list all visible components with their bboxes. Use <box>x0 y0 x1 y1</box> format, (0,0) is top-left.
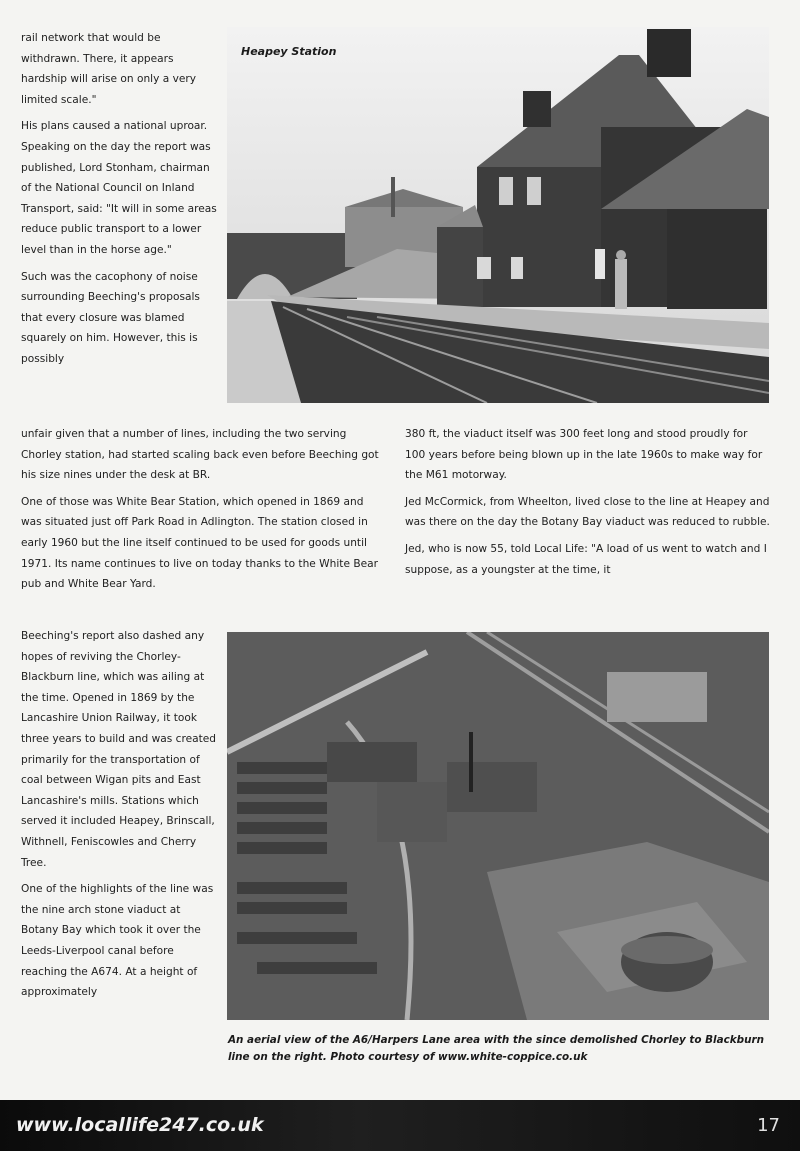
station-illustration <box>227 27 769 403</box>
article-column-left-top <box>21 28 219 370</box>
paragraph: 380 ft, the viaduct itself was 300 feet long and stood proudly for 100 years before being blown up in the late 1960s to make way for the M61 motorway. <box>405 428 763 482</box>
paragraph: Such was the cacophony of noise surrounding Beeching's proposals that every closure was blamed squarely on him. However, this is possibly <box>21 270 200 365</box>
paragraph: rail network that would be withdrawn. There, it appears hardship will arise on only a very limited scale." <box>21 32 197 106</box>
page-footer <box>0 1100 800 1151</box>
heapey-station-photo <box>227 27 769 403</box>
aerial-illustration <box>227 632 769 1020</box>
aerial-view-photo <box>227 632 769 1020</box>
paragraph: One of those was White Bear Station, which opened in 1869 and was situated just off Park Road in Adlington. The station closed in early 1960 but the line itself continued to be used for goods until 1971. Its name continues to live on today thanks to the White Bear pub and White Bear Yard. <box>21 495 378 591</box>
paragraph: One of the highlights of the line was the nine arch stone viaduct at Botany Bay which took it over the Leeds-Liverpool canal before reaching the A674. At a height of approximately <box>21 883 214 999</box>
paragraph: Jed, who is now 55, told Local Life: "A load of us went to watch and I suppose, as a youngster at the time, it <box>405 542 767 576</box>
paragraph: unfair given that a number of lines, including the two serving Chorley station, had started scaling back even before Beeching got his size nines under the desk at BR. <box>21 428 379 482</box>
article-column-wide <box>21 424 385 595</box>
paragraph: His plans caused a national uproar. Speaking on the day the report was published, Lord Stonham, chairman of the National Council on Inland Transport, said: "It will in some areas reduce public transport to a lower level than in the horse age." <box>21 120 217 256</box>
website-url: www.locallife247.co.uk <box>16 1114 264 1136</box>
aerial-photo-caption: An aerial view of the A6/Harpers Lane area with the since demolished Chorley to Blackburn line on the right. Photo courtesy of www.white-coppice.co.uk <box>228 1034 765 1063</box>
article-column-right <box>405 424 770 580</box>
page-number: 17 <box>757 1115 780 1136</box>
paragraph: Beeching's report also dashed any hopes of reviving the Chorley-Blackburn line, which was ailing at the time. Opened in 1869 by the Lancashire Union Railway, it took three years to build and was created primarily for the transportation of coal between Wigan pits and East Lancashire's mills. Stations which served it included Heapey, Brinscall, Withnell, Feniscowles and Cherry Tree. <box>21 630 217 869</box>
article-column-left-bottom <box>21 626 219 1003</box>
photo-title: Heapey Station <box>241 45 337 58</box>
paragraph: Jed McCormick, from Wheelton, lived close to the line at Heapey and was there on the day the Botany Bay viaduct was reduced to rubble. <box>405 495 770 529</box>
